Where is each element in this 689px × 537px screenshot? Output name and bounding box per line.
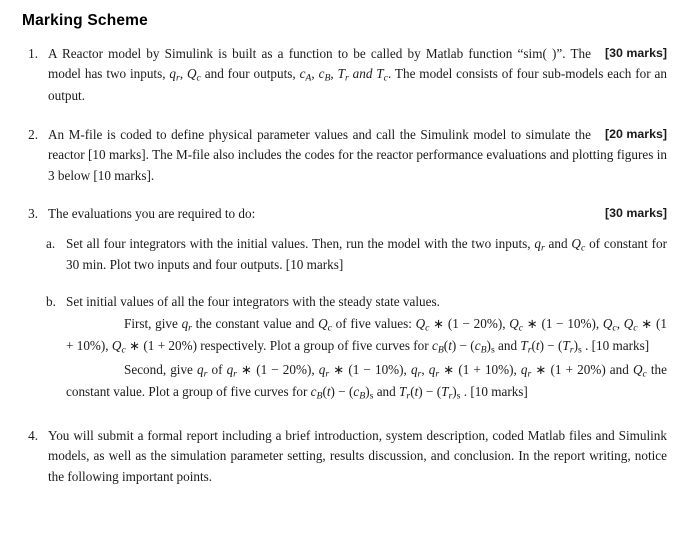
marks-badge: [20 marks] bbox=[605, 126, 667, 141]
item-number: 4. bbox=[28, 427, 38, 443]
list-item bbox=[18, 426, 667, 487]
item-text bbox=[48, 204, 667, 224]
page-title: Marking Scheme bbox=[22, 12, 148, 29]
list-item bbox=[18, 204, 667, 404]
sub-item-text: Set all four integrators with the initial values. Then, run the model with the two inputs, $q_r$ and $Q_c$ of constant for 30 min. Plot two inputs and four outputs. [10 marks] bbox=[66, 235, 668, 273]
item-text: [30 marks] A Reactor model by Simulink is built as a function to be called by Matlab function “sim( )”. The model has two inputs, $q_r$, $Q_c$ and four outputs, $c_A$, $c_B$, $T_r$ and $T_c$. The model consists of four sub-models each for an output. bbox=[48, 46, 667, 104]
marks-badge: [30 marks] bbox=[605, 206, 667, 221]
item-number: 1. bbox=[28, 46, 38, 61]
item-text: [20 marks] An M-file is coded to define physical parameter values and call the Simulink model to simulate the reactor [10 marks]. The M-file also includes the codes for the reactor performance evaluations and plotting figures in 3 below [10 marks]. bbox=[48, 126, 667, 183]
item-number: 2. bbox=[28, 126, 38, 142]
marks-badge: [30 marks] bbox=[605, 46, 667, 60]
sub-item-letter: a. bbox=[46, 235, 56, 251]
sub-item-letter: b. bbox=[46, 293, 56, 309]
list-item bbox=[18, 125, 667, 186]
item-text: You will submit a formal report including a brief introduction, system description, coded Matlab files and Simulink models, as well as the simulation parameter setting, results discussion, and conclusion. In the report writing, notice the following important points. bbox=[48, 427, 667, 484]
item-number: 3. bbox=[28, 206, 38, 222]
numbered-list bbox=[18, 44, 667, 487]
sub-item-text: Set initial values of all the four integrators with the steady state values. First, give $q_r$ the constant value and $Q_c$ of five values: $Q_c$ ∗ (1 − 20%), $Q_c$ ∗ (1 − 10%), $Q_c$, $Q_c$ ∗ (1 + 10%), $Q_c$ ∗ (1 + 20%) respectively. Plot a group of five curves for $c_B(t) - (c_B)_s$ and $T_r(t) - (T_r)_s$ . [10 marks] Second, give $q_r$ of $q_r$ ∗ (1 − 20%), $q_r$ ∗ (1 − 10%), $q_r$, $q_r$ ∗ (1 + 10%), $q_r$ ∗ (1 + 20%) and $Q_c$ the constant value. Plot a group of five curves for $c_B(t) - (c_B)_s$ and $T_r(t) - (T_r)_s$ . [10 marks] bbox=[66, 293, 668, 402]
item-lead-text: The evaluations you are required to do: bbox=[48, 206, 256, 222]
sub-list-item bbox=[18, 292, 667, 404]
sub-list bbox=[18, 234, 667, 404]
list-item bbox=[18, 44, 667, 107]
sub-list-item bbox=[18, 234, 667, 276]
